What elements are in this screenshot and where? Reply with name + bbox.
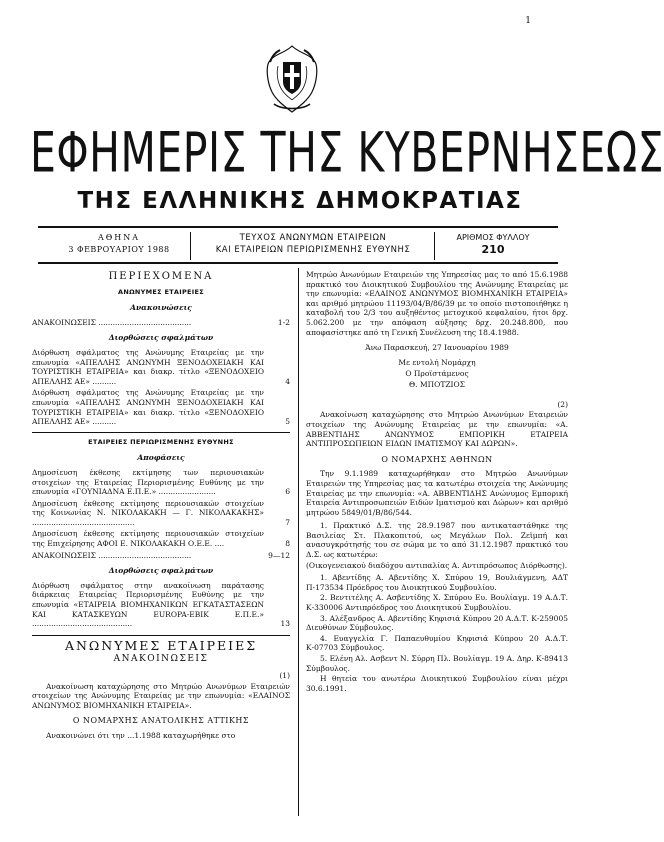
section-heading: ΑΝΩΝΥΜΕΣ ΕΤΑΙΡΕΙΕΣ (118, 287, 204, 296)
divider (434, 232, 435, 260)
prefect-heading: Ο ΝΟΜΑΡΧΗΣ ΑΘΗΝΩΝ (381, 454, 493, 464)
toc-entry (32, 318, 290, 328)
toc-entry (32, 499, 290, 528)
masthead-issue (198, 232, 428, 256)
toc-entry-page: 6 (285, 487, 290, 497)
toc-entry-text: Διόρθωση σφάλματος της Ανώνυμης Εταιρείας με την επωνυμία «ΑΠΕΛΛΗΣ ΑΝΩΝΥΜΗ ΞΕΝΟΔΟΧΕΙΑΚΗ ΚΑΙ ΤΟΥΡΙΣΤΙΚΗ ΕΤΑΙΡΕΙΑ» και διακρ. τίτλο «ΞΕΝΟΔΟΧΕΙΟ ΑΠΕΛΛΗΣ ΑΕ» .......... (32, 347, 264, 386)
list-item: 2. Βεντιτέλης Α. Ασβεντίδης Χ. Σπύρου Ευ. Βουλίαγμ. 19 Α.Δ.Τ. Κ-330006 Αντιπρόεδρος του Διοικητικού Συμβουλίου. (306, 593, 568, 613)
toc-title: ΠΕΡΙΕΧΟΜΕΝΑ (108, 271, 214, 282)
announcement-text: Μητρώο Ανωνύμων Εταιρειών της Υπηρεσίας μας το από 15.6.1988 πρακτικό του Διοικητικού Συμβουλίου της Ανώνυμης Εταιρείας με την επωνυμία: «ΕΛΑΙΝΟΣ ΑΝΩΝΥΜΟΣ ΒΙΟΜΗΧΑΝΙΚΗ ΕΤΑΙΡΕΙΑ» και αριθμό μητρώου 11193/04/Β/86/39 με το οποίο πιστοποιήθηκε η καταβολή του 2/3 του αυξηθέντος μετοχικού κεφαλαίου, ήτοι δρχ. 5.062.200 με την απόφαση αύξησης δρχ. 20.248.800, που αποφασίστηκε από τη Γενική Συνέλευση της 18.4.1988. (306, 270, 568, 337)
subsection-heading: Διορθώσεις σφαλμάτων (108, 566, 214, 576)
list-item: 4. Ευαγγελία Γ. Παπαευθυμίου Κηφισιά Κύπρου 20 Α.Δ.Τ. Κ-07703 Σύμβουλος. (306, 633, 568, 653)
signature-line: Με εντολή Νομάρχη (398, 357, 476, 367)
signature-block (306, 357, 568, 390)
announcement-text: Την 9.1.1989 καταχωρήθηκαν στο Μητρώο Ανωνύμων Εταιρειών της Υπηρεσίας μας τα κατωτέρω στοιχεία της Ανώνυμης Εταιρείας με την επωνυμία: «Α. ΑΒΒΕΝΤΙΔΗΣ Ανώνυμος Εμπορική Εταιρεία Αντιπροσωπειών Ειδών Ιματισμού και Δώρων» και αριθμό μητρώου 5849/01/Β/86/544. (306, 469, 568, 517)
toc-entry-text: Διόρθωση σφάλματος της Ανώνυμης Εταιρείας με την επωνυμία «ΑΠΕΛΛΗΣ ΑΝΩΝΥΜΗ ΞΕΝΟΔΟΧΕΙΑΚΗ ΚΑΙ ΤΟΥΡΙΣΤΙΚΗ ΕΤΑΙΡΕΙΑ» και διακρ. τίτλο «ΞΕΝΟΔΟΧΕΙΟ ΑΠΕΛΛΗΣ ΑΕ» .......... (32, 388, 264, 427)
sheet-number: 210 (481, 243, 505, 256)
masthead-date: 3 ΦΕΒΡΟΥΑΡΙΟΥ 1988 (68, 245, 170, 254)
divider (32, 432, 290, 433)
subsection-heading: Διορθώσεις σφαλμάτων (108, 333, 214, 343)
left-column (32, 270, 290, 742)
signature-line: Ο Προϊστάμενος (405, 368, 469, 378)
announcement-text: Ανακοίνωση καταχώρησης στο Μητρώο Ανωνύμων Εταιρειών στοιχείων της Ανώνυμης Εταιρείας με την επωνυμία: «Α. ΑΒΒΕΝΤΙΔΗΣ ΑΝΩΝΥΜΟΣ ΕΜΠΟΡΙΚΗ ΕΤΑΙΡΕΙΑ ΑΝΤΙΠΡΟΣΩΠΕΙΩΝ ΕΙΔΩΝ ΙΜΑΤΙΣΜΟΥ ΚΑΙ ΔΩΡΩΝ». (306, 410, 568, 449)
masthead-city: ΑΘΗΝΑ (97, 233, 141, 242)
toc-entry-page: 4 (285, 376, 290, 386)
paragraph: (Οικογενειακού διαδόχου αντιπαλίας Α. Αντιπρόσωπος Διόρθωσης). (306, 560, 568, 570)
list-item: 1. Αβεντίδης Α. Αβεντίδης Χ. Σπύρου 19, Βουλιάγμενη, ΑΔΤ Π-173534 Πρόεδρος του Διοικητικού Συμβουλίου. (306, 573, 568, 592)
toc-entry-page: 1-2 (277, 317, 290, 327)
announcement-text: Ανακοίνωση καταχώρησης στο Μητρώο Ανωνύμων Εταιρειών στοιχείων της Ανώνυμης Εταιρείας με την επωνυμία: «ΕΛΑΙΝΟΣ ΑΝΩΝΥΜΟΣ ΒΙΟΜΗΧΑΝΙΚΗ ΕΤΑΙΡΕΙΑ». (32, 681, 290, 710)
toc-entry (32, 388, 290, 426)
toc-entry-page: 5 (285, 417, 290, 427)
toc-entry-text: Δημοσίευση έκθεσης εκτίμησης των περιουσιακών στοιχείων της Εταιρείας Περιορισμένης Ευθύνης με την επωνυμία «ΓΟΥΝΙΑΔΝΑ Ε.Π.Ε.» ........................ (32, 467, 264, 497)
section-subtitle: ΑΝΑΚΟΙΝΩΣΕΙΣ (113, 654, 209, 665)
sheet-label: ΑΡΙΘΜΟΣ ΦΥΛΛΟΥ (456, 233, 530, 242)
toc-entry-page: 7 (285, 517, 290, 527)
right-column (306, 270, 568, 694)
toc-entry-page: 8 (285, 539, 290, 549)
issue-line-2: ΚΑΙ ΕΤΑΙΡΕΙΩΝ ΠΕΡΙΩΡΙΣΜΕΝΗΣ ΕΥΘΥΝΗΣ (215, 245, 411, 255)
toc-entry (32, 551, 290, 561)
toc-entry (32, 529, 290, 548)
section-heading: ΕΤΑΙΡΕΙΕΣ ΠΕΡΙΩΡΙΣΜΕΝΗΣ ΕΥΘΥΝΗΣ (88, 437, 234, 446)
section-title: ΑΝΩΝΥΜΕΣ ΕΤΑΙΡΕΙΕΣ (32, 635, 290, 651)
toc-entry-page: 13 (280, 619, 290, 629)
masthead-sheet (438, 232, 548, 256)
subsection-heading: Αποφάσεις (137, 453, 185, 463)
toc-entry (32, 581, 290, 629)
gazette-title: ΕΦΗΜΕΡΙΣ ΤΗΣ ΚΥΒΕΡΝΗΣΕΩΣ (30, 120, 664, 185)
prefect-heading: Ο ΝΟΜΑΡΧΗΣ ΑΝΑΤΟΛΙΚΗΣ ΑΤΤΙΚΗΣ (72, 716, 250, 726)
item-number: (2) (557, 399, 568, 409)
item-number: (1) (279, 671, 290, 680)
toc-entry-text: Δημοσίευση έκθεσης εκτίμησης περιουσιακών στοιχείων της Κοινωνίας Ν. ΝΙΚΟΛΑΚΑΚΗ — Γ. ΝΙΚΟΛΑΚΑΚΗΣ» ........................................... (32, 498, 264, 527)
divider (190, 232, 191, 260)
masthead-date-block (54, 232, 184, 256)
list-item: 3. Αλέξανδρος Α. Αβεντίδης Κηφισιά Κύπρου 20 Α.Δ.Τ. Κ-259005 Διευθύνων Σύμβουλος. (306, 613, 568, 633)
gazette-subtitle: ΤΗΣ ΕΛΛΗΝΙΚΗΣ ΔΗΜΟΚΡΑΤΙΑΣ (77, 188, 523, 214)
issue-line-1: ΤΕΥΧΟΣ ΑΝΩΝΥΜΩΝ ΕΤΑΙΡΕΙΩΝ (239, 233, 387, 243)
subsection-heading: Ανακοινώσεις (130, 303, 192, 313)
toc-entry-text: ΑΝΑΚΟΙΝΩΣΕΙΣ ....................................... (32, 550, 192, 560)
masthead (38, 226, 558, 264)
column-divider (298, 268, 299, 816)
greek-coat-of-arms-icon (264, 44, 320, 116)
list-item: Η θητεία του ανωτέρω Διοικητικού Συμβουλίου είναι μέχρι 30.6.1991. (306, 674, 568, 693)
toc-entry (32, 468, 290, 497)
date-line: Άνω Παρασκευή, 27 Ιανουαρίου 1989 (365, 343, 509, 353)
toc-entry-text: ΑΝΑΚΟΙΝΩΣΕΙΣ ....................................... (32, 317, 192, 327)
announcement-text: Ανακοινώνει ότι την ...1.1988 καταχωρήθηκε στο (46, 730, 236, 740)
toc-entry-text: Δημοσίευση έκθεσης εκτίμησης περιουσιακών στοιχείων της Επιχείρησης ΑΦΟΙ Ε. ΝΙΚΟΛΑΚΑΚΗ Ο.Ε.Ε. .... (32, 529, 264, 549)
signature-name: Θ. ΜΠΟΤΖΙΟΣ (409, 379, 465, 389)
toc-entry-page: 9—12 (268, 550, 290, 560)
paragraph: 1. Πρακτικό Δ.Σ. της 28.9.1987 που αντικαταστάθηκε της Βασιλείας Στ. Πλακοπιτού, ως Μεγάλων Πολ. Ζεϊμπή και ανασυγκρότησής του σε σώμα με το από 31.12.1987 πρακτικό του Δ.Σ. ως κατωτέρω: (306, 521, 568, 560)
toc-entry-text: Διόρθωση σφάλματος στην ανακοίνωση παράτασης διάρκειας Εταιρείας Περιορισμένης Ευθύνης με την επωνυμία «ΕΤΑΙΡΕΙΑ ΒΙΟΜΗΧΑΝΙΚΩΝ ΕΓΚΑΤΑΣΤΑΣΕΩΝ ΚΑΙ ΚΑΤΑΣΚΕΥΩΝ EUROPA-EBIK Ε.Π.Ε.» .......................................... (32, 580, 264, 629)
toc-entry (32, 348, 290, 386)
list-item: 5. Ελένη Αλ. Ασβεντ Ν. Σύρρη Πλ. Βουλίαγμ. 19 Α. Δηρ. Κ-89413 Σύμβουλος. (306, 654, 568, 673)
page-number: 1 (525, 16, 531, 26)
